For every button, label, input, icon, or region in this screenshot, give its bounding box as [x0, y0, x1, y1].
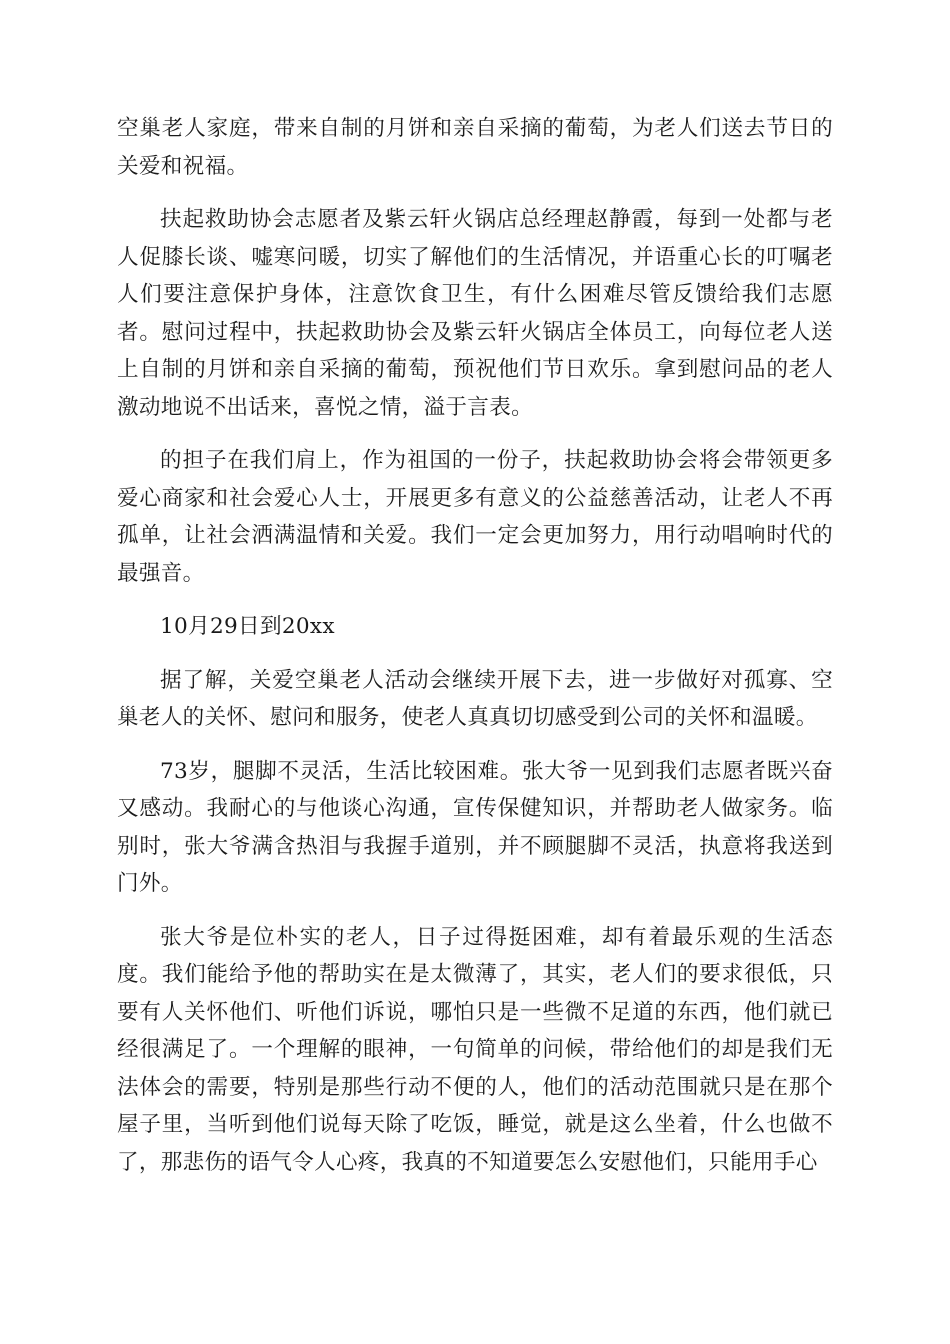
paragraph-1: 空巢老人家庭，带来自制的月饼和亲自采摘的葡萄，为老人们送去节日的关爱和祝福。 [117, 116, 833, 179]
document-body [117, 110, 833, 1197]
paragraph-2: 扶起救助协会志愿者及紫云轩火锅店总经理赵静霞，每到一处都与老人促膝长谈、嘘寒问暖，切实了解他们的生活情况，并语重心长的叮嘱老人们要注意保护身体，注意饮食卫生，有什么困难尽管反馈给我们志愿者。慰问过程中，扶起救助协会及紫云轩火锅店全体员工，向每位老人送上自制的月饼和亲自采摘的葡萄，预祝他们节日欢乐。拿到慰问品的老人激动地说不出话来，喜悦之情，溢于言表。 [117, 207, 833, 420]
paragraph-6: 73岁，腿脚不灵活，生活比较困难。张大爷一见到我们志愿者既兴奋又感动。我耐心的与他谈心沟通，宣传保健知识，并帮助老人做家务。临别时，张大爷满含热泪与我握手道别，并不顾腿脚不灵活，执意将我送到门外。 [117, 758, 833, 896]
paragraph-date: 10月29日到20xx [160, 614, 335, 639]
paragraph-5: 据了解，关爱空巢老人活动会继续开展下去，进一步做好对孤寡、空巢老人的关怀、慰问和服务，使老人真真切切感受到公司的关怀和温暖。 [117, 667, 833, 730]
paragraph-3: 的担子在我们肩上，作为祖国的一份子，扶起救助协会将会带领更多爱心商家和社会爱心人士，开展更多有意义的公益慈善活动，让老人不再孤单，让社会洒满温情和关爱。我们一定会更加努力，用行动唱响时代的最强音。 [117, 448, 833, 586]
paragraph-7: 张大爷是位朴实的老人，日子过得挺困难，却有着最乐观的生活态度。我们能给予他的帮助实在是太微薄了，其实，老人们的要求很低，只要有人关怀他们、听他们诉说，哪怕只是一些微不足道的东西，他们就已经很满足了。一个理解的眼神，一句简单的问候，带给他们的却是我们无法体会的需要，特别是那些行动不便的人，他们的活动范围就只是在那个屋子里，当听到他们说每天除了吃饭，睡觉，就是这么坐着，什么也做不了，那悲伤的语气令人心疼，我真的不知道要怎么安慰他们，只能用手心 [117, 924, 833, 1175]
